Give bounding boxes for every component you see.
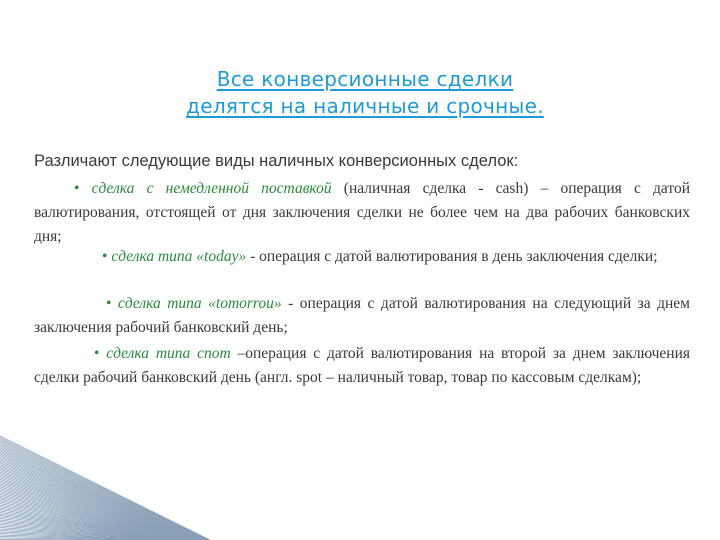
list-item: [34, 292, 690, 340]
slide-title: [110, 66, 620, 120]
bullet-icon: •: [74, 180, 80, 197]
decorative-corner-stripes: [0, 430, 720, 540]
item-text: - операция с датой валютирования в день заключения сделки;: [246, 248, 658, 265]
list-item: [34, 177, 690, 249]
title-line-2: делятся на наличные и срочные.: [186, 94, 544, 118]
intro-text: Различают следующие виды наличных конверсионных сделок:: [34, 152, 519, 170]
item-term: сделка типа «today»: [111, 248, 247, 265]
item-text: –операция с датой валютирования на второй за днем заключения сделки рабочий банковский день (англ. spot – наличный товар, товар по кассовым сделкам);: [34, 345, 691, 386]
item-text: - операция с датой валютирования на следующий за днем заключения рабочий банковский день;: [34, 295, 690, 336]
list-item: [34, 245, 690, 269]
item-term: сделка типа «tomorrou»: [117, 295, 282, 312]
list-item: [34, 342, 690, 390]
bullet-icon: •: [94, 345, 100, 362]
bullet-icon: •: [106, 295, 112, 312]
item-term: сделка типа спот: [106, 345, 231, 362]
item-term: сделка с немедленной поставкой: [91, 180, 332, 197]
bullet-icon: •: [102, 248, 108, 265]
title-line-1: Все конверсионные сделки: [216, 67, 514, 91]
item-text: (наличная сделка - cash) – операция с датой валютирования, отстоящей от дня заключения сделки не более чем на два рабочих банковских дня;: [34, 180, 691, 245]
